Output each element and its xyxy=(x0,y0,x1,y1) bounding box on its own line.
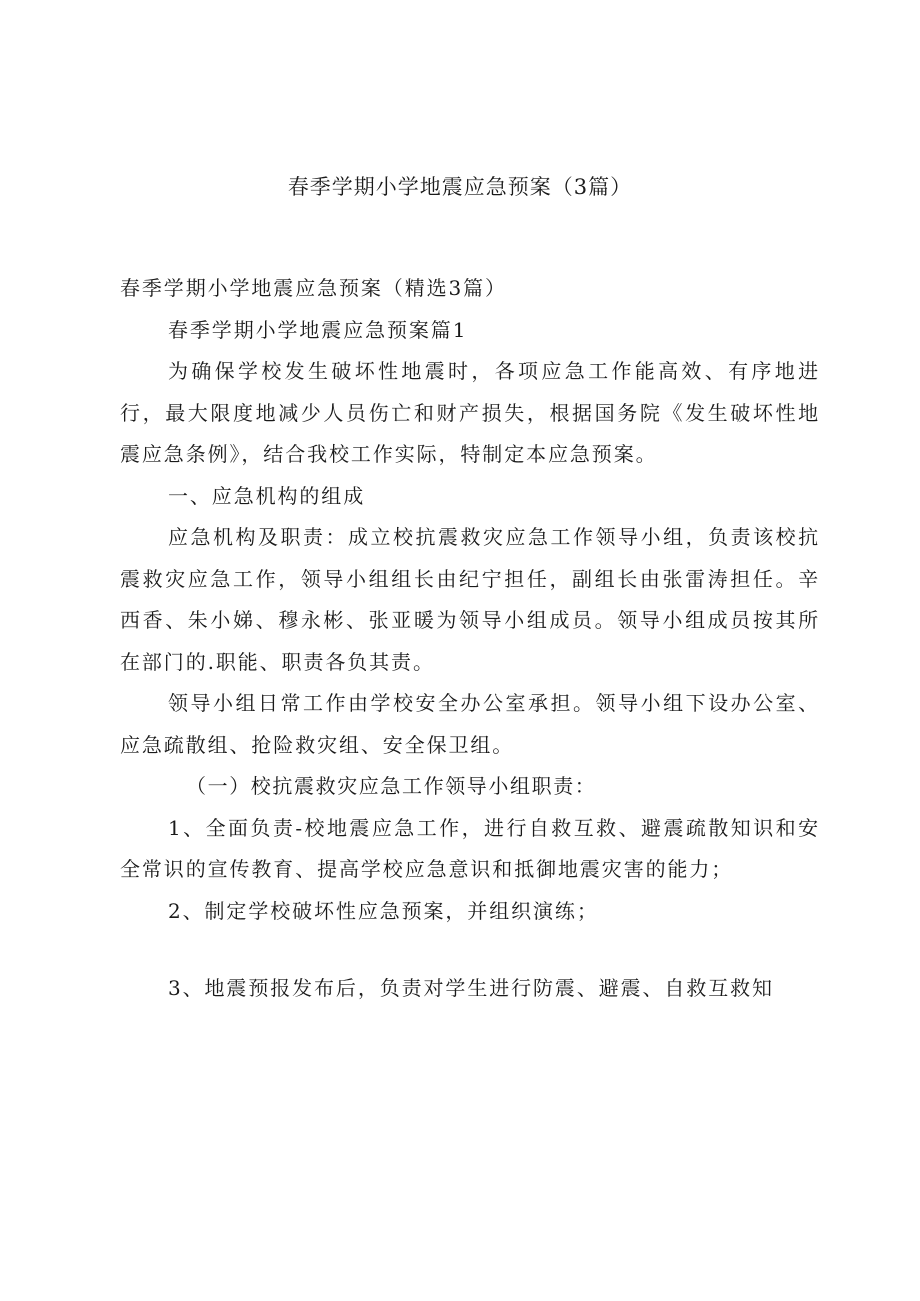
section-heading: 春季学期小学地震应急预案篇1 xyxy=(168,317,468,342)
document-body xyxy=(120,268,820,1010)
document-subtitle: 春季学期小学地震应急预案（精选3篇） xyxy=(120,276,507,300)
duty-item-3: 3、地震预报发布后，负责对学生进行防震、避震、自救互救知 xyxy=(168,976,774,1000)
intro-paragraph: 为确保学校发生破坏性地震时，各项应急工作能高效、有序地进行，最大限度地减少人员伤亡和财产损失，根据国务院《发生破坏性地震应急条例》，结合我校工作实际，特制定本应急预案。 xyxy=(120,359,820,466)
duties-heading: （一）校抗震救灾应急工作领导小组职责： xyxy=(186,774,597,798)
duty-item-2: 2、制定学校破坏性应急预案，并组织演练； xyxy=(168,898,599,923)
part-one-heading: 一、应急机构的组成 xyxy=(168,483,366,508)
document-title: 春季学期小学地震应急预案（3篇） xyxy=(287,175,633,199)
organization-paragraph: 应急机构及职责：成立校抗震救灾应急工作领导小组，负责该校抗震救灾应急工作，领导小组组长由纪宁担任，副组长由张雷涛担任。辛西香、朱小娣、穆永彬、张亚暖为领导小组成员。领导小组成员按其所在部门的.职能、职责各负其责。 xyxy=(120,525,820,674)
office-paragraph: 领导小组日常工作由学校安全办公室承担。领导小组下设办公室、应急疏散组、抢险救灾组、安全保卫组。 xyxy=(120,691,820,757)
duty-item-1: 1、全面负责-校地震应急工作，进行自救互救、避震疏散知识和安全常识的宣传教育、提高学校应急意识和抵御地震灾害的能力； xyxy=(120,815,820,881)
